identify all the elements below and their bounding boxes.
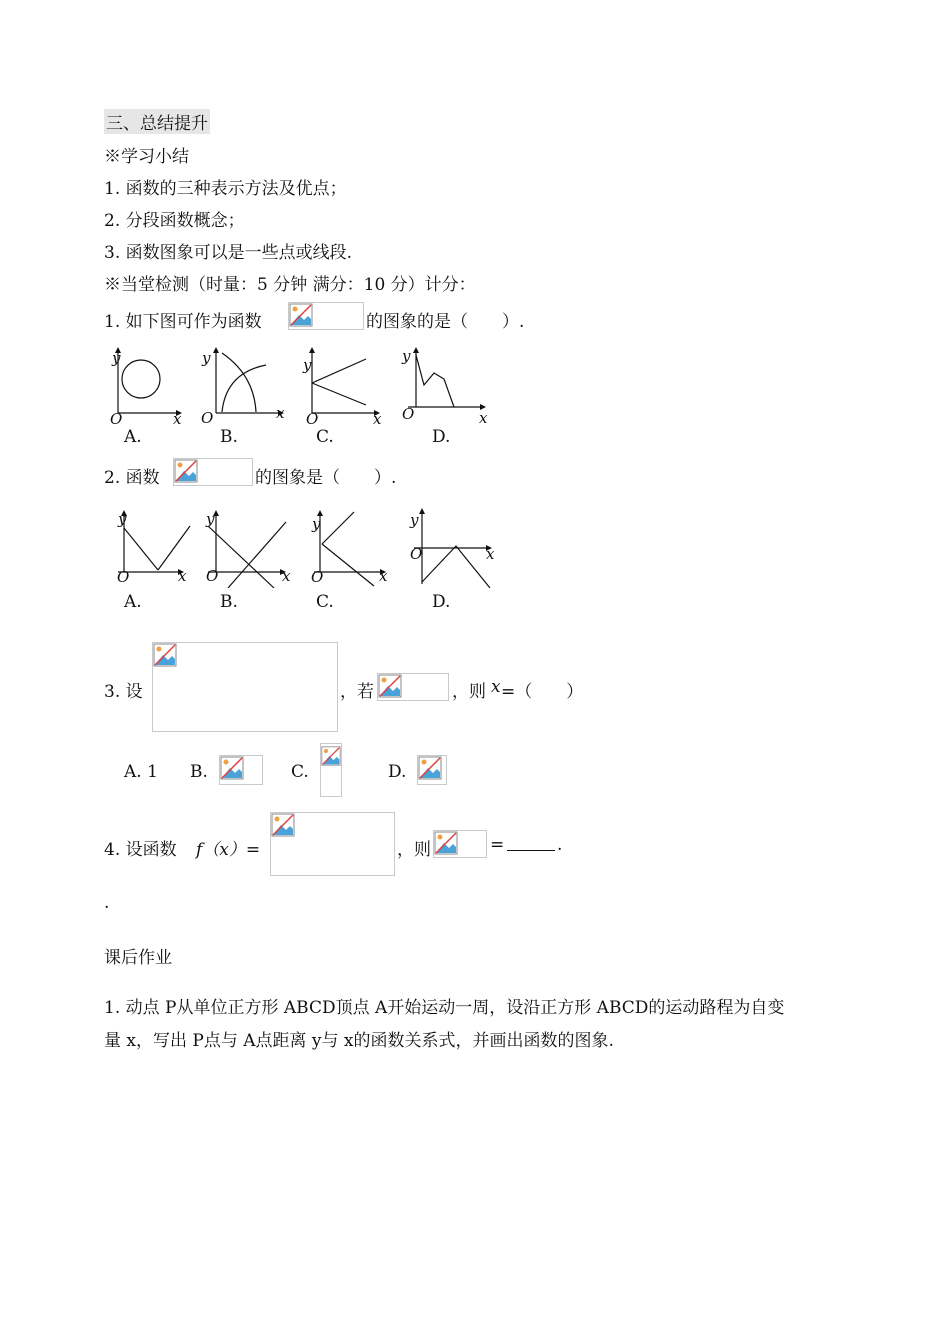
q1-choice-b: B.	[220, 427, 238, 447]
q2-choice-b: B.	[220, 592, 238, 612]
broken-image-icon	[418, 756, 442, 780]
q4-expr-image	[433, 830, 487, 858]
q3-piecewise-image	[152, 642, 338, 732]
broken-image-icon	[174, 459, 198, 483]
q3-post: ，则	[452, 682, 486, 702]
q1-graph-b	[213, 347, 284, 416]
q3-option-b-image	[219, 755, 263, 785]
q2-a-ylabel: y	[118, 510, 127, 528]
q2-d-xlabel: x	[486, 545, 495, 563]
q2-b-origin: O	[206, 567, 219, 585]
q1-choice-d: D.	[432, 427, 451, 447]
test-heading: ※当堂检测（时量：5 分钟 满分：10 分）计分：	[104, 275, 476, 295]
q1-b-ylabel: y	[202, 349, 211, 367]
q2-c-origin: O	[311, 568, 324, 586]
q2-a-origin: O	[117, 568, 130, 586]
q4-func: f（x）=	[196, 840, 261, 860]
summary-item-1: 1. 函数的三种表示方法及优点；	[104, 179, 347, 199]
q1-b-origin: O	[201, 409, 214, 427]
q2-c-xlabel: x	[379, 567, 388, 585]
q3-option-a: A. 1	[124, 762, 158, 782]
q2-choice-a: A.	[124, 592, 142, 612]
broken-image-icon	[220, 756, 244, 780]
homework-heading: 课后作业	[104, 948, 172, 968]
q2-choice-d: D.	[432, 592, 451, 612]
q1-suffix: 的图象的是（ ）.	[366, 312, 525, 332]
section-title: 三、总结提升	[104, 109, 210, 134]
q1-a-origin: O	[110, 410, 123, 428]
q3-option-d-label: D.	[388, 762, 407, 782]
q2-c-ylabel: y	[312, 515, 321, 533]
q1-d-xlabel: x	[479, 409, 488, 427]
q2-choice-c: C.	[316, 592, 334, 612]
q1-formula-image	[288, 302, 364, 330]
q1-choice-a: A.	[124, 427, 142, 447]
q4-end: .	[557, 835, 563, 855]
q1-choice-c: C.	[316, 427, 334, 447]
q1-c-ylabel: y	[303, 356, 312, 374]
q3-option-b-label: B.	[190, 762, 208, 782]
q1-prefix: 1. 如下图可作为函数	[104, 312, 262, 332]
q2-formula-image	[173, 458, 253, 486]
q2-b-xlabel: x	[282, 567, 291, 585]
broken-image-icon	[289, 303, 313, 327]
q3-condition-image	[377, 673, 449, 701]
q3-option-c-image	[320, 743, 342, 797]
homework-line-2: 量 x，写出 P点与 A点距离 y与 x的函数关系式，并画出函数的图象.	[104, 1031, 614, 1051]
q2-suffix: 的图象是（ ）.	[255, 468, 397, 488]
q4-piecewise-image	[270, 812, 395, 876]
q3-var: x	[491, 677, 501, 697]
q2-b-ylabel: y	[206, 510, 215, 528]
q2-graph-d	[414, 508, 495, 588]
q1-d-origin: O	[402, 405, 415, 423]
q2-a-xlabel: x	[178, 567, 187, 585]
q2-graph-c	[314, 510, 386, 586]
summary-item-3: 3. 函数图象可以是一些点或线段.	[104, 243, 353, 263]
q4-prefix: 4. 设函数	[104, 840, 177, 860]
q2-d-ylabel: y	[410, 511, 419, 529]
broken-image-icon	[378, 674, 402, 698]
q3-prefix: 3. 设	[104, 682, 143, 702]
broken-image-icon	[434, 831, 458, 855]
q2-d-origin: O	[410, 545, 423, 563]
q1-c-xlabel: x	[373, 410, 382, 428]
homework-line-1: 1. 动点 P从单位正方形 ABCD顶点 A开始运动一周，设沿正方形 ABCD的运动路程为自变	[104, 998, 785, 1018]
q2-graph-a	[118, 510, 190, 575]
q4-eq: =	[490, 835, 505, 855]
q1-a-ylabel: y	[112, 349, 121, 367]
summary-heading: ※学习小结	[104, 147, 189, 167]
q1-graph-d	[408, 347, 486, 410]
q1-d-ylabel: y	[402, 347, 411, 365]
q1-graph-a	[115, 347, 182, 416]
stray-dot: .	[104, 893, 110, 913]
broken-image-icon	[271, 813, 295, 837]
q4-mid: ，则	[397, 840, 431, 860]
q3-mid: ，若	[340, 682, 374, 702]
broken-image-icon	[153, 643, 177, 667]
q3-option-d-image	[417, 755, 447, 785]
summary-item-2: 2. 分段函数概念；	[104, 211, 245, 231]
q3-tail: =（ ）	[501, 682, 584, 702]
q4-answer-blank	[507, 836, 555, 856]
broken-image-icon	[321, 744, 341, 768]
q2-graph-b	[208, 510, 286, 588]
q2-graphs	[104, 508, 504, 588]
q1-c-origin: O	[306, 410, 319, 428]
q1-b-xlabel: x	[276, 404, 285, 422]
q1-graph-c	[309, 347, 380, 416]
q1-a-xlabel: x	[173, 410, 182, 428]
q2-prefix: 2. 函数	[104, 468, 160, 488]
q3-option-c-label: C.	[291, 762, 309, 782]
